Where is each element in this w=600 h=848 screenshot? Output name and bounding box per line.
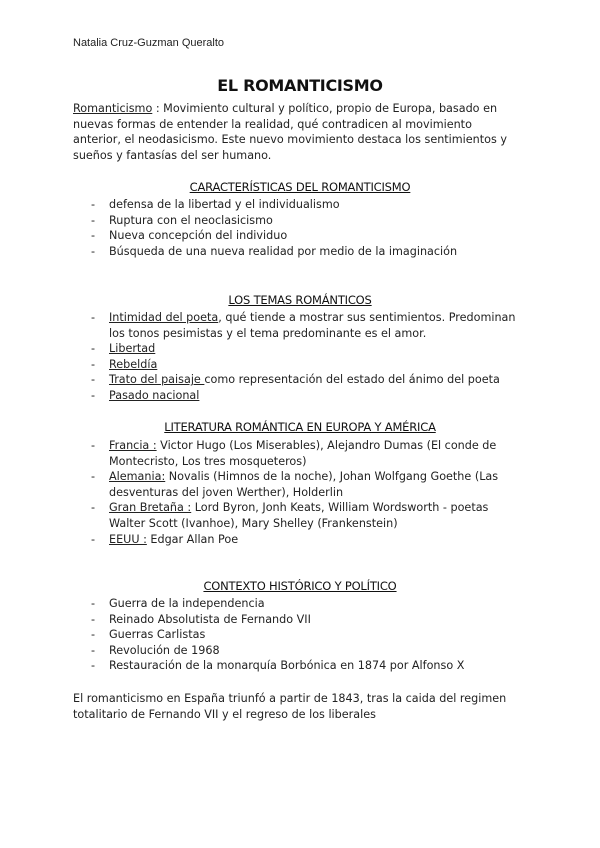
caracteristicas-list <box>73 197 523 259</box>
dash-mark: - <box>91 659 96 673</box>
dash-mark: - <box>91 470 96 484</box>
list-item <box>73 213 523 229</box>
dash-mark: - <box>91 357 96 371</box>
literatura-list <box>73 438 523 547</box>
dash-mark: - <box>91 532 96 546</box>
closing-paragraph: El romanticismo en España triunfó a partir de 1843, tras la caida del regimen totalitario de Fernando VII y el regreso de los liberales <box>73 692 507 721</box>
list-item-text: como representación del estado del ánimo del poeta <box>204 373 500 387</box>
list-item <box>73 658 523 674</box>
list-item-term: Intimidad del poeta <box>109 311 219 324</box>
list-item-term: EEUU : <box>109 532 147 546</box>
dash-mark: - <box>91 439 96 452</box>
list-item-text: Victor Hugo (Los Miserables), Alejandro Dumas (El conde de Montecristo, Los tres mosqueteros) <box>109 439 497 468</box>
temas-heading: LOS TEMAS ROMÁNTICOS <box>228 293 372 307</box>
dash-mark: - <box>91 244 96 258</box>
dash-mark: - <box>91 612 96 626</box>
list-item-term: Trato del paisaje <box>109 373 205 387</box>
list-item <box>73 244 523 260</box>
list-item-term: Pasado nacional <box>109 388 200 402</box>
dash-mark: - <box>91 388 96 402</box>
page-title: EL ROMANTICISMO <box>217 76 383 95</box>
list-item-text: Nueva concepción del individuo <box>109 229 288 243</box>
list-item <box>73 197 523 213</box>
dash-mark: - <box>91 373 96 387</box>
list-item <box>73 500 523 531</box>
list-item-term: Rebeldía <box>109 357 158 371</box>
list-item-term: Libertad <box>109 342 156 356</box>
list-item-term: Gran Bretaña : <box>109 501 192 515</box>
dash-mark: - <box>91 643 96 657</box>
list-item <box>73 372 523 388</box>
list-item-text: defensa de la libertad y el individualismo <box>109 198 340 211</box>
intro-term: Romanticismo <box>73 102 153 115</box>
list-item-text: Lord Byron, Jonh Keats, William Wordsworth - poetas Walter Scott (Ivanhoe), Mary Shelley (Frankenstein) <box>109 501 489 530</box>
list-item <box>73 357 523 373</box>
list-item-text: Restauración de la monarquía Borbónica en 1874 por Alfonso X <box>109 659 465 673</box>
caracteristicas-heading: CARACTERÍSTICAS DEL ROMANTICISMO <box>189 180 411 194</box>
list-item <box>73 627 523 643</box>
intro-paragraph <box>73 101 523 163</box>
list-item <box>73 643 523 659</box>
list-item-text: Guerra de la independencia <box>109 597 265 610</box>
dash-mark: - <box>91 597 96 610</box>
list-item-text: Novalis (Himnos de la noche), Johan Wolfgang Goethe (Las desventuras del joven Werther), Holderlin <box>109 470 499 499</box>
dash-mark: - <box>91 213 96 227</box>
list-item <box>73 310 523 341</box>
list-item <box>73 596 523 612</box>
dash-mark: - <box>91 311 96 324</box>
list-item <box>73 438 523 469</box>
intro-text: : Movimiento cultural y político, propio de Europa, basado en nuevas formas de entender la realidad, qué contradicen al movimiento anterior, el neodasicismo. Este nuevo movimiento destaca los sentimientos y sueños y fantasías del ser humano. <box>73 102 508 162</box>
list-item <box>73 228 523 244</box>
list-item-text: Reinado Absolutista de Fernando VII <box>109 612 311 626</box>
list-item-term: Alemania: <box>109 470 166 484</box>
contexto-list <box>73 596 523 674</box>
list-item <box>73 388 523 404</box>
author-name: Natalia Cruz-Guzman Queralto <box>73 37 225 49</box>
list-item <box>73 532 523 548</box>
list-item-text: Ruptura con el neoclasicismo <box>109 213 273 227</box>
literatura-heading: LITERATURA ROMÁNTICA EN EUROPA Y AMÉRICA <box>164 420 436 434</box>
dash-mark: - <box>91 342 96 356</box>
list-item-term: Francia : <box>109 439 157 452</box>
list-item <box>73 341 523 357</box>
list-item-text: Revolución de 1968 <box>109 643 220 657</box>
contexto-heading: CONTEXTO HISTÓRICO Y POLÍTICO <box>203 579 397 593</box>
dash-mark: - <box>91 229 96 243</box>
temas-list <box>73 310 523 404</box>
dash-mark: - <box>91 501 96 515</box>
list-item <box>73 612 523 628</box>
dash-mark: - <box>91 198 96 211</box>
list-item <box>73 469 523 500</box>
list-item-text: Búsqueda de una nueva realidad por medio de la imaginación <box>109 244 458 258</box>
list-item-text: Guerras Carlistas <box>109 628 206 642</box>
dash-mark: - <box>91 628 96 642</box>
list-item-text: Edgar Allan Poe <box>146 532 239 546</box>
list-item-text: , qué tiende a mostrar sus sentimientos. Predominan los tonos pesimistas y el tema predominante es el amor. <box>109 311 516 340</box>
